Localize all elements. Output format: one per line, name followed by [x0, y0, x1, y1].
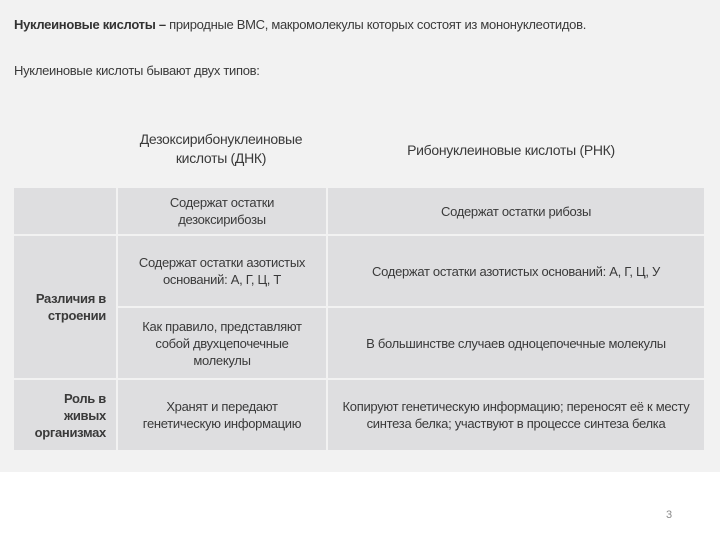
definition-text: природные ВМС, макромолекулы которых состоят из мононуклеотидов. [165, 17, 587, 32]
table-cell-dna-2: Содержат остатки азотистых оснований: А, Г, Ц, Т [118, 236, 326, 306]
table-cell-rna-2: Содержат остатки азотистых оснований: А, Г, Ц, У [328, 236, 704, 306]
definition-term: Нуклеиновые кислоты – [14, 17, 166, 32]
dna-column-header: Дезоксирибонуклеиновые кислоты (ДНК) [139, 131, 303, 166]
table-cell-dna-3: Как правило, представляют собой двухцепочечные молекулы [118, 308, 326, 378]
types-sentence: Нуклеиновые кислоты бывают двух типов: [14, 63, 260, 78]
table-cell-rna-1: Содержат остатки рибозы [328, 188, 704, 234]
definition-sentence [14, 17, 586, 32]
rna-column-header: Рибонуклеиновые кислоты (РНК) [407, 142, 615, 158]
page-number: 3 [666, 509, 673, 521]
row-header-structure: Различия в строении [14, 236, 116, 378]
table-cell-rna-3: В большинстве случаев одноцепочечные молекулы [328, 308, 704, 378]
table-corner-cell [14, 188, 116, 234]
table-cell-rna-4: Копируют генетическую информацию; переносят её к месту синтеза белка; участвуют в процессе синтеза белка [328, 380, 704, 450]
row-header-role: Роль в живых организмах [14, 380, 116, 450]
table-cell-dna-1: Содержат остатки дезоксирибозы [118, 188, 326, 234]
table-cell-dna-4: Хранят и передают генетическую информацию [118, 380, 326, 450]
comparison-table [14, 188, 704, 450]
